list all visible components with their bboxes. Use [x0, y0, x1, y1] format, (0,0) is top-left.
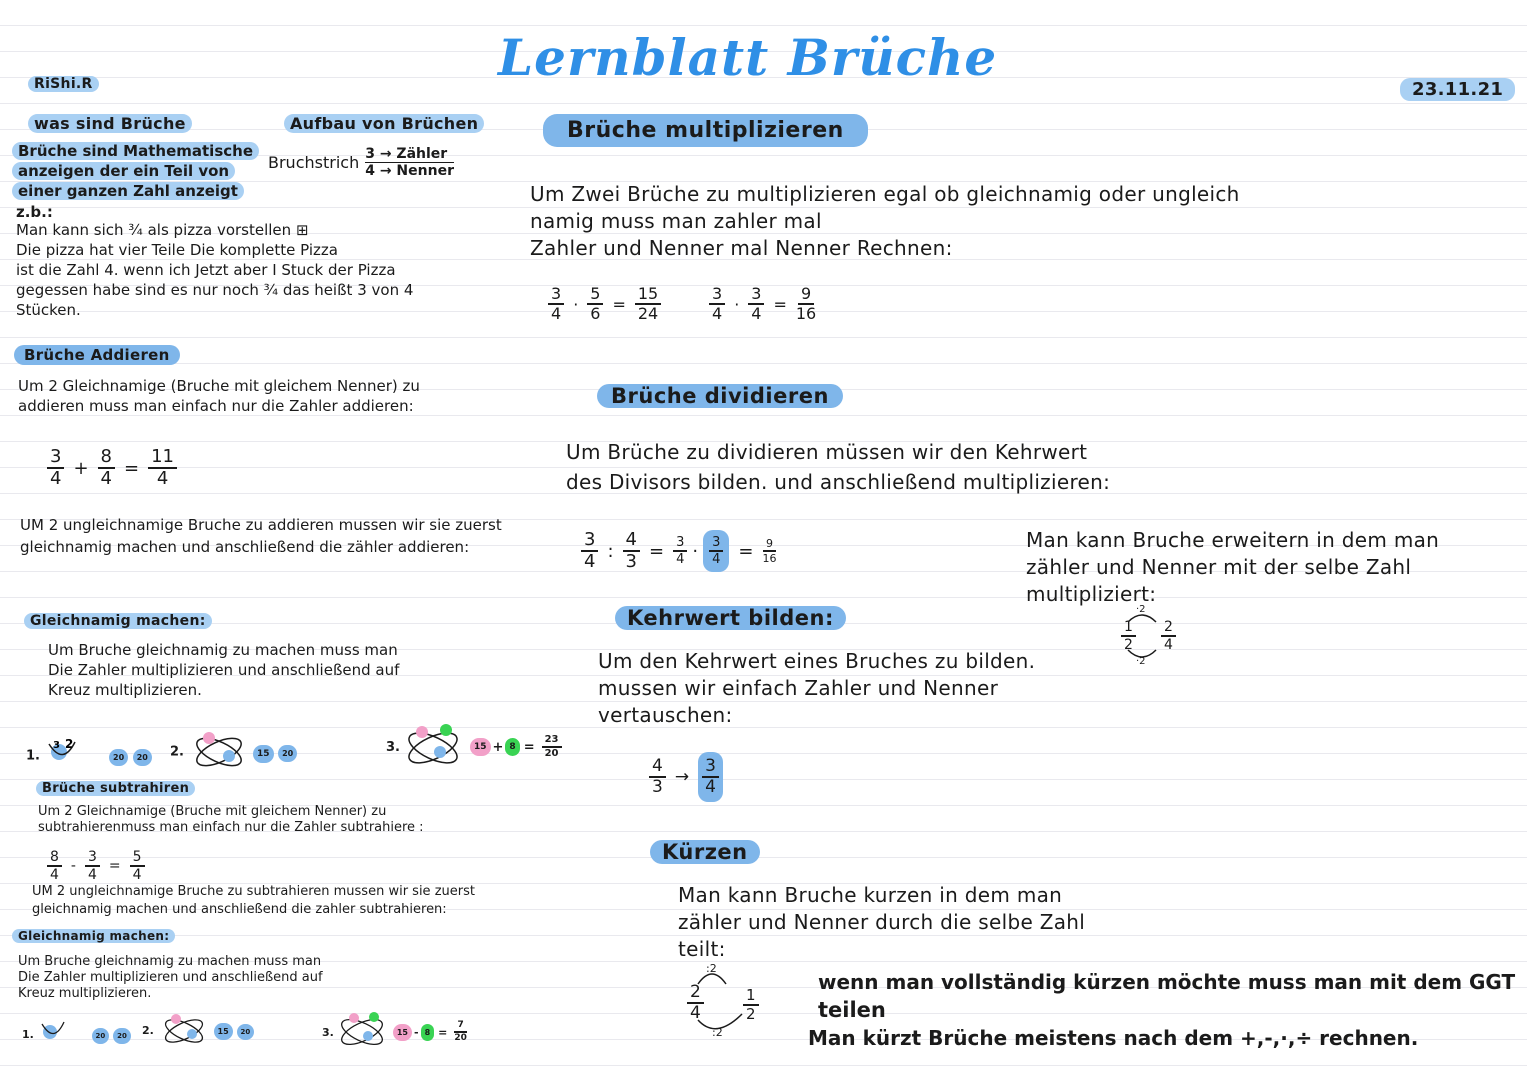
arrow-icon: → [674, 767, 690, 787]
cross-multiply-doodle [400, 722, 466, 772]
step-number: 1. [26, 748, 40, 764]
frac-den: 4 [751, 304, 762, 323]
erweitern-text: Man kann Bruche erweitern in dem man zähler und Nenner mit der selbe Zahl multipliziert: [1026, 528, 1440, 606]
frac-num: 3 [748, 286, 764, 305]
step-number: 1. [22, 1028, 34, 1041]
frac-num: 7 [454, 1021, 466, 1033]
frac-den: 4 [156, 468, 169, 489]
blank-denominator: 20 [133, 749, 152, 766]
blank-denominator: 20 [278, 745, 297, 762]
frac-num: 3 [581, 531, 598, 552]
frac-den: 6 [590, 304, 601, 323]
result-numerator: 8 [421, 1024, 435, 1041]
step-number: 2. [142, 1024, 154, 1037]
frac-den: 16 [795, 304, 817, 323]
pizza-text: Man kann sich ¾ als pizza vorstellen ⊞ Die pizza hat vier Teile Die komplette Pizza ist die Zahl 4. wenn ich Jetzt aber I Stuck der Pizza gegessen habe sind es nur noch ¾ das heißt 3 von 4 Stücken. [16, 221, 414, 319]
cross-multiply-doodle [334, 1010, 390, 1054]
zb-label: z.b.: [16, 203, 53, 221]
frac-den: 4 [50, 867, 59, 883]
result-numerator: 15 [470, 738, 491, 756]
svg-text:2: 2 [64, 737, 73, 751]
sub-step-1 [22, 1018, 131, 1052]
kuerzen-example [682, 962, 772, 1042]
ggt-note [808, 968, 1515, 1052]
cross-multiply-doodle [45, 736, 105, 776]
mult-example-2 [706, 286, 819, 322]
svg-text:3: 3 [52, 740, 60, 751]
times-op: · [692, 540, 699, 562]
mult-example-1 [545, 286, 664, 322]
gleichnamig-text-2: Um Bruche gleichnamig zu machen muss man Die Zahler multiplizieren und anschließend auf Kreuz multiplizieren. [18, 954, 323, 1001]
sub-step-3 [322, 1010, 470, 1054]
frac-den: 2 [1124, 637, 1133, 653]
equals-op: = [773, 294, 787, 314]
blank-denominator: 20 [92, 1028, 110, 1044]
erweitern-mul-bottom: ·2 [1136, 656, 1146, 667]
equals-op: = [612, 294, 626, 314]
frac-den: 4 [87, 867, 97, 883]
frac-num: 15 [635, 286, 661, 305]
frac-den: 4 [690, 1003, 701, 1023]
cross-multiply-doodle [38, 1018, 88, 1052]
frac-den: 3 [625, 551, 637, 572]
equals-op: = [648, 540, 665, 562]
intro-line-3: einer ganzen Zahl anzeigt [12, 182, 244, 200]
ggt-line-2: teilen [818, 998, 886, 1022]
kehrwert-text: Um den Kehrwert eines Bruches zu bilden. mussen wir einfach Zahler und Nenner vertauschen: [598, 649, 1036, 727]
blank-denominator: 20 [109, 749, 128, 766]
times-op: · [734, 294, 740, 314]
frac-num: 11 [148, 448, 177, 469]
frac-den: 24 [637, 304, 659, 323]
frac-num: 23 [542, 735, 562, 748]
frac-den: 20 [454, 1033, 467, 1043]
gleichnamig-heading-2: Gleichnamig machen: [12, 929, 175, 943]
blank-denominator: 20 [113, 1028, 131, 1044]
step-number: 3. [322, 1025, 334, 1039]
frac-num: 4 [649, 758, 666, 778]
frac-den: 4 [584, 551, 596, 572]
ggt-line-3: Man kürzt Brüche meistens nach dem +,-,·,÷ rechnen. [808, 1026, 1419, 1050]
frac-den: 4 [712, 552, 721, 567]
add-heading: Brüche Addieren [14, 345, 180, 365]
frac-num: 3 [702, 758, 719, 778]
kuerzen-heading: Kürzen [650, 840, 760, 864]
sub-step-2 [142, 1012, 254, 1050]
frac-den: 3 [652, 777, 663, 797]
frac-den: 16 [762, 552, 777, 565]
plus-op: + [73, 457, 89, 479]
kehrwert-example [646, 752, 726, 802]
add-text-1: Um 2 Gleichnamige (Bruche mit gleichem Nenner) zu addieren muss man einfach nur die Zahler addieren: [18, 377, 420, 415]
mult-text: Um Zwei Brüche zu multiplizieren egal ob gleichnamig oder ungleich namig muss man zahler mal Zahler und Nenner mal Nenner Rechnen: [530, 182, 1240, 260]
div-text: Um Brüche zu dividieren müssen wir den Kehrwert des Divisors bilden. und anschließend multiplizieren: [566, 440, 1111, 494]
equals-op: = [108, 858, 121, 874]
frac-den: 4 [1164, 637, 1173, 653]
kuerzen-text: Man kann Bruche kurzen in dem man zähler und Nenner durch die selbe Zahl teilt: [678, 883, 1086, 961]
minus-op: - [70, 858, 76, 874]
frac-den: 4 [50, 468, 62, 489]
frac-num: 4 [623, 531, 640, 552]
cross-multiply-doodle [158, 1012, 210, 1050]
author-label: RiShi.R [28, 76, 99, 92]
ggt-line-1: wenn man vollständig kürzen möchte muss man mit dem GGT [818, 970, 1516, 994]
step-number: 3. [386, 739, 400, 755]
frac-num: 3 [47, 448, 64, 469]
frac-num: 5 [587, 286, 603, 305]
frac-num: 8 [47, 850, 62, 867]
add-text-2: UM 2 ungleichnamige Bruche zu addieren mussen wir sie zuerst gleichnamig machen und anschließend die zähler addieren: [20, 516, 502, 556]
equals-op: = [523, 739, 535, 755]
page-title: Lernblatt Brüche [498, 28, 998, 87]
add-step-3 [386, 722, 565, 772]
cross-multiply-doodle [189, 730, 249, 774]
was-sind-brueche-heading: was sind Brüche [28, 114, 192, 133]
sub-text-1: Um 2 Gleichnamige (Bruche mit gleichem Nenner) zu subtrahierenmuss man einfach nur die Zahler subtrahiere : [38, 804, 424, 835]
frac-den: 4 [100, 468, 112, 489]
result-numerator: 15 [393, 1024, 412, 1041]
frac-num: 1 [743, 988, 759, 1006]
add-example [44, 448, 180, 488]
div-heading: Brüche dividieren [597, 384, 843, 408]
frac-den: 4 [551, 304, 562, 323]
times-op: · [573, 294, 579, 314]
intro-line-1: Brüche sind Mathematische [12, 142, 259, 160]
aufbau-bottom: 4 → Nenner [365, 163, 454, 179]
frac-num: 1 [1121, 620, 1136, 637]
frac-num: 3 [709, 286, 725, 305]
frac-num: 2 [1161, 620, 1176, 637]
div-example [578, 530, 779, 572]
frac-den: 2 [746, 1005, 756, 1023]
frac-den: 4 [712, 304, 723, 323]
gleichnamig-heading: Gleichnamig machen: [24, 613, 212, 629]
kuerzen-div-top: :2 [706, 962, 717, 975]
frac-den: 4 [132, 867, 142, 883]
frac-num: 8 [98, 448, 115, 469]
frac-num: 3 [548, 286, 564, 305]
sub-example [44, 850, 148, 882]
result-numerator: 15 [214, 1023, 233, 1040]
frac-den: 4 [705, 777, 716, 797]
mult-heading: Brüche multiplizieren [543, 114, 868, 147]
minus-op: - [413, 1025, 419, 1039]
frac-den: 20 [544, 748, 559, 759]
plus-op: + [492, 739, 504, 755]
frac-num: 3 [85, 850, 100, 867]
frac-num: 9 [763, 538, 776, 552]
aufbau-label: Bruchstrich [268, 152, 360, 172]
intro-line-2: anzeigen der ein Teil von [12, 162, 235, 180]
date-label: 23.11.21 [1400, 78, 1515, 101]
erweitern-example [1116, 604, 1186, 668]
frac-num: 3 [709, 536, 723, 552]
result-numerator: 15 [253, 745, 274, 763]
aufbau-top: 3 → Zähler [365, 146, 448, 162]
intro-text [12, 141, 259, 201]
erweitern-mul-top: ·2 [1136, 604, 1146, 615]
step-number: 2. [170, 744, 184, 760]
gleichnamig-text: Um Bruche gleichnamig zu machen muss man Die Zahler multiplizieren und anschließend auf Kreuz multiplizieren. [48, 641, 400, 699]
frac-den: 4 [676, 552, 685, 567]
blank-denominator: 20 [237, 1024, 255, 1040]
equals-op: = [124, 457, 140, 479]
equals-op: = [738, 540, 754, 562]
aufbau-diagram [268, 146, 454, 179]
frac-num: 5 [130, 850, 145, 867]
kehrwert-heading: Kehrwert bilden: [615, 606, 846, 630]
frac-num: 9 [798, 286, 814, 305]
sub-heading: Brüche subtrahiren [36, 781, 195, 796]
frac-num: 2 [687, 984, 704, 1004]
frac-num: 3 [673, 536, 687, 552]
equals-op: = [438, 1025, 448, 1039]
sub-text-2: UM 2 ungleichnamige Bruche zu subtrahieren mussen wir sie zuerst gleichnamig machen und anschließend die zahler subtrahieren: [32, 884, 475, 917]
kuerzen-div-bottom: :2 [712, 1026, 723, 1039]
result-numerator: 8 [505, 738, 519, 756]
add-step-2 [170, 730, 297, 774]
aufbau-heading: Aufbau von Brüchen [284, 114, 484, 133]
add-step-1 [26, 736, 152, 776]
divide-op: : [607, 540, 614, 562]
